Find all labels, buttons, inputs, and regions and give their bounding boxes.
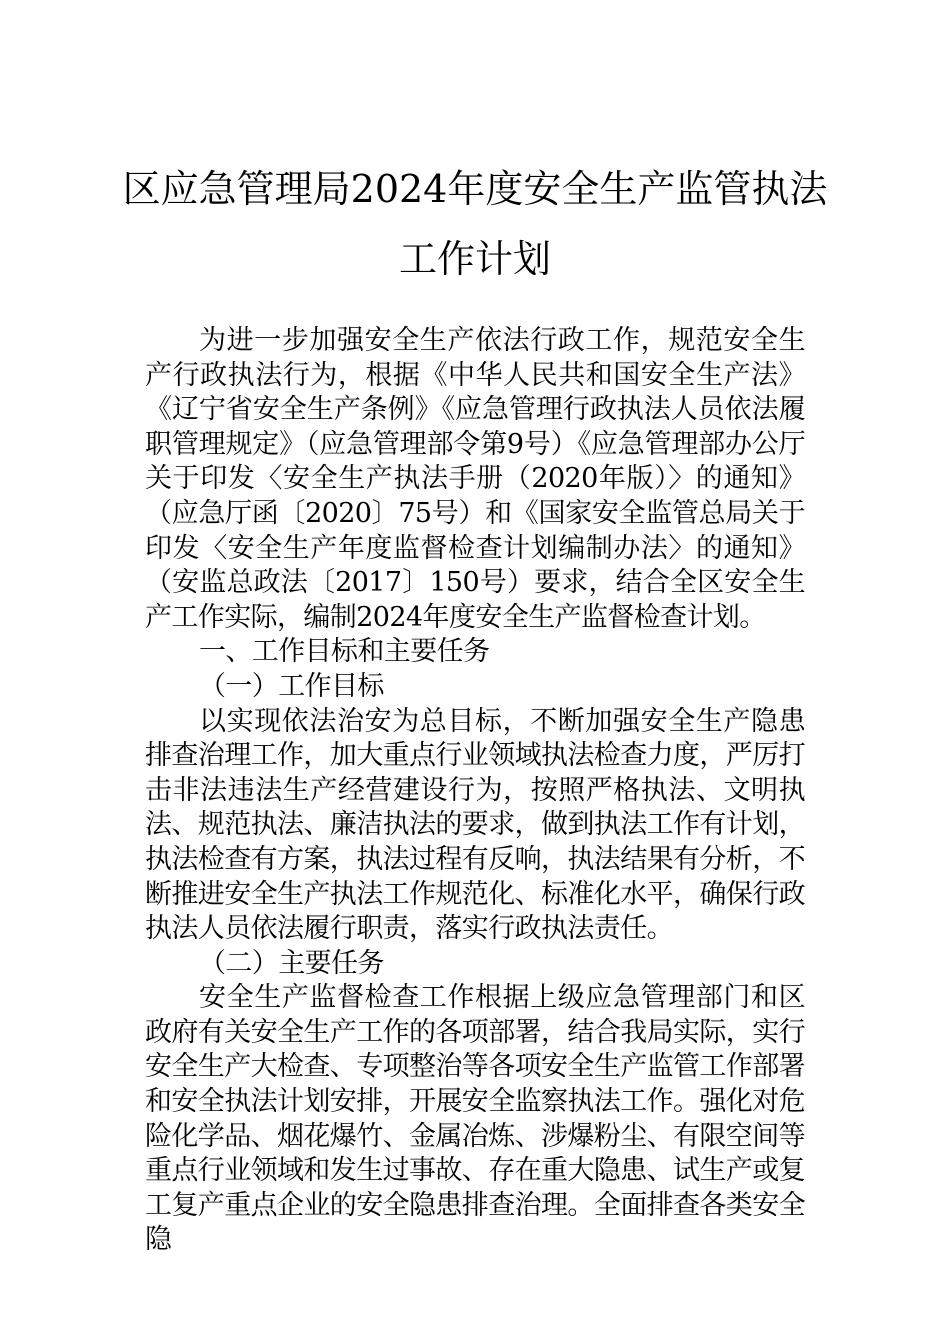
- document-body: [145, 324, 805, 1258]
- intro-paragraph: 为进一步加强安全生产依法行政工作，规范安全生产行政执法行为，根据《中华人民共和国安全生产法》《辽宁省安全生产条例》《应急管理行政执法人员依法履职管理规定》（应急管理部令第9号）《应急管理部办公厅关于印发〈安全生产执法手册（2020年版）〉的通知》（应急厅函〔2020〕75号）和《国家安全监管总局关于印发〈安全生产年度监督检查计划编制办法〉的通知》（安监总政法〔2017〕150号）要求，结合全区安全生产工作实际，编制2024年度安全生产监督检查计划。: [145, 325, 806, 633]
- goal-paragraph: 以实现依法治安为总目标，不断加强安全生产隐患排查治理工作，加大重点行业领域执法检查力度，严厉打击非法违法生产经营建设行为，按照严格执法、文明执法、规范执法、廉洁执法的要求，做到执法工作有计划，执法检查有方案，执法过程有反响，执法结果有分析，不断推进安全生产执法工作规范化、标准化水平，确保行政执法人员依法履行职责，落实行政执法责任。: [145, 705, 805, 945]
- section-heading-1: 一、工作目标和主要任务: [199, 636, 490, 668]
- tasks-paragraph: 安全生产监督检查工作根据上级应急管理部门和区政府有关安全生产工作的各项部署，结合我局实际，实行安全生产大检查、专项整治等各项安全生产监管工作部署和安全执法计划安排，开展安全监察执法工作。强化对危险化学品、烟花爆竹、金属冶炼、涉爆粉尘、有限空间等重点行业领域和发生过事故、存在重大隐患、试生产或复工复产重点企业的安全隐患排查治理。全面排查各类安全隐: [145, 982, 805, 1256]
- subsection-heading-2: （二）主要任务: [199, 947, 384, 979]
- document-title-line-2: 工作计划: [398, 237, 551, 281]
- subsection-heading-1: （一）工作目标: [199, 670, 384, 702]
- document-title-line-1: 区应急管理局2024年度安全生产监管执法: [122, 167, 828, 211]
